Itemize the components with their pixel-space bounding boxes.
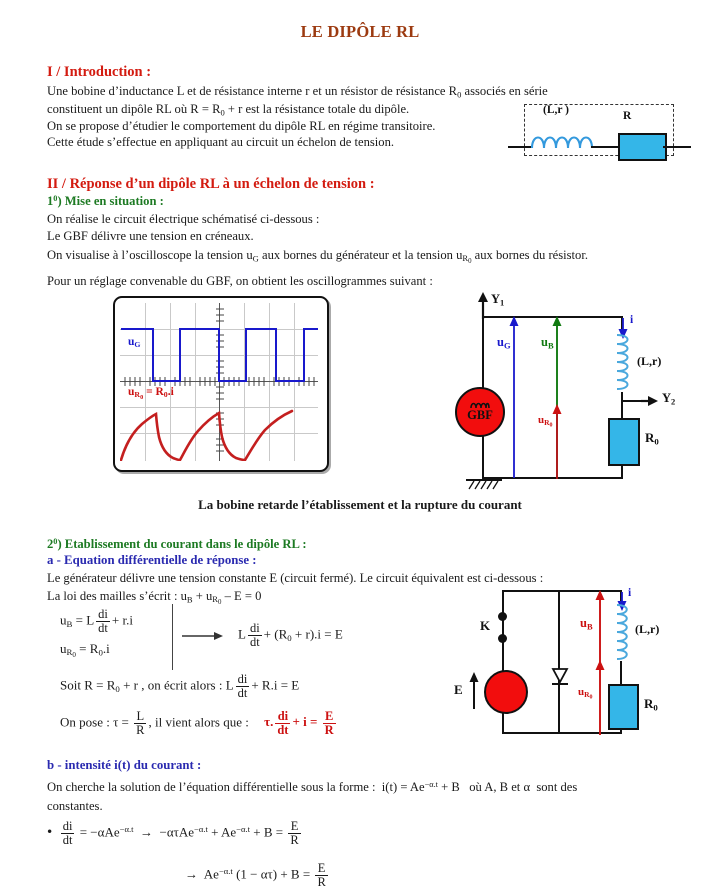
arrow-ur0 bbox=[551, 404, 563, 480]
equation-derivative: • $\frac{di}{dt}$ = $-\alpha Ae^{-\alpha.t} \to -\alpha\tau Ae^{-\alpha.t} + Ae^{-\alpha.t} + B$ = $\frac{E}{R}$ bbox=[47, 819, 299, 847]
oscilloscope-grid-area bbox=[120, 303, 318, 461]
label2-r0: $R_0$ bbox=[644, 696, 658, 713]
switch-node-bottom bbox=[498, 634, 507, 643]
dipole-coil-icon bbox=[531, 132, 593, 149]
label-ub: $u_B$ bbox=[541, 335, 554, 351]
label-coil: (L,r) bbox=[637, 354, 662, 368]
intro-line-1: Une bobine d’inductance L et de résistance interne r et un résistor de résistance $R_0$ associés en série bbox=[47, 84, 548, 100]
y2-arrow-icon bbox=[641, 394, 659, 408]
part-a-heading: a - Equation différentielle de réponse : bbox=[47, 553, 257, 568]
part-b-line-2: constantes. bbox=[47, 799, 103, 814]
arrow-e bbox=[468, 672, 480, 710]
label-ur0: $u_{R_0}$ bbox=[538, 414, 553, 429]
part-b-line-1: On cherche la solution de l’équation différentielle sous la forme : $i(t) = Ae^{-\alpha.t} + B$ où A, B et α sont des bbox=[47, 779, 578, 794]
gbf-label: GBF bbox=[467, 408, 493, 422]
equation-soit: Soit $R = R_0 + r$ , on écrit alors : L $\frac{di}{dt}$ + R.i = E bbox=[60, 672, 300, 700]
equation-group-mailles bbox=[60, 608, 440, 670]
trace-ur0-exponential bbox=[120, 303, 318, 461]
wire2-right-mid bbox=[620, 661, 622, 686]
dipole-coil-label: (L,r ) bbox=[543, 104, 569, 116]
mise-line-1: On réalise le circuit électrique schématisé ci-dessous : bbox=[47, 212, 320, 227]
label-r0: $R_0$ bbox=[645, 430, 659, 447]
gbf-generator bbox=[455, 387, 505, 437]
dipole-resistor-box bbox=[618, 133, 667, 161]
circuit-diagram-gbf bbox=[455, 292, 705, 492]
coil2-icon bbox=[613, 604, 632, 662]
section-2-heading: II / Réponse d’un dipôle RL à un échelon de tension : bbox=[47, 176, 375, 192]
label-switch-k: K bbox=[480, 618, 491, 633]
label2-ub: $u_B$ bbox=[580, 616, 593, 632]
equation-combined: L $\frac{di}{dt}$ + $(R_0 + r).i = E$ bbox=[238, 621, 343, 649]
trace-label-ur0: $u_{R_0} = R_0.i$ bbox=[128, 386, 174, 401]
wire2-mid bbox=[558, 590, 560, 734]
arrow-ub bbox=[551, 316, 563, 414]
intro-line-2: constituent un dipôle RL où $R = R_0 + r$ est la résistance totale du dipôle. bbox=[47, 101, 410, 117]
sub-2-heading: $2^0$) Etablissement du courant dans le dipôle RL : bbox=[47, 537, 307, 552]
label2-coil: (L,r) bbox=[635, 622, 660, 636]
trace-label-ug: $u_G$ bbox=[128, 336, 141, 350]
dipole-wire-mid bbox=[591, 146, 618, 148]
source-e-circle bbox=[484, 670, 528, 714]
mise-line-4: Pour un réglage convenable du GBF, on obtient les oscillogrammes suivant : bbox=[47, 274, 433, 289]
section-reponse bbox=[47, 176, 697, 289]
dipole-wire-left bbox=[508, 146, 532, 148]
coil-icon bbox=[613, 334, 633, 394]
label-y1: $Y_1$ bbox=[491, 292, 505, 308]
label2-current-i: i bbox=[628, 587, 632, 599]
page-title: LE DIPÔLE RL bbox=[300, 22, 420, 41]
equation-divider bbox=[172, 604, 173, 670]
bullet-icon: • bbox=[47, 824, 53, 841]
circuit-diagram-equivalent bbox=[454, 586, 708, 761]
part-a-line-1: Le générateur délivre une tension constante E (circuit fermé). Le circuit équivalent est ci-dessous : bbox=[47, 571, 544, 586]
part-a-line-2: La loi des mailles s’écrit : $u_B + u_{R_0} - E = 0$ bbox=[47, 588, 262, 606]
oscilloscope-caption: La bobine retarde l’établissement et la rupture du courant bbox=[198, 497, 522, 512]
oscilloscope-screen bbox=[113, 296, 329, 472]
wire-y2 bbox=[623, 400, 643, 402]
label-current-i: i bbox=[630, 314, 634, 326]
equation-pose: On pose : τ = $\frac{L}{R}$ , il vient alors que : τ. $\frac{di}{dt}$ + i = $\frac{E}{R}$ bbox=[60, 710, 338, 737]
sub-1-heading: $1^0$) Mise en situation : bbox=[47, 194, 164, 209]
part-b-heading: b - intensité i(t) du courant : bbox=[47, 758, 202, 772]
equation-ub: $u_B = L$ $\frac{di}{dt}$ + r.i bbox=[60, 607, 133, 635]
equation-ur0: $u_{R_0} = R_0.i$ bbox=[60, 641, 110, 660]
implies-arrow-icon bbox=[182, 630, 224, 642]
label-y2: $Y_2$ bbox=[662, 391, 676, 407]
label-source-e: E bbox=[454, 682, 463, 697]
mise-line-2: Le GBF délivre une tension en créneaux. bbox=[47, 228, 254, 243]
dipole-wire-right bbox=[663, 146, 691, 148]
label-ug: $u_G$ bbox=[497, 335, 511, 351]
arrow2-ub bbox=[594, 590, 606, 668]
mise-line-3: On visualise à l’oscilloscope la tension $u_G$ aux bornes du générateur et la tension $u_{R_0}$ aux bornes du résistor. bbox=[47, 247, 588, 266]
arrow2-ur0 bbox=[594, 660, 606, 736]
intro-line-3: On se propose d’étudier le comportement du dipôle RL en régime transitoire. bbox=[47, 119, 436, 134]
wire-right-mid bbox=[621, 392, 623, 418]
dipole-figure bbox=[524, 104, 674, 156]
switch-node-top bbox=[498, 612, 507, 621]
intro-line-4: Cette étude s’effectue en appliquant au circuit un échelon de tension. bbox=[47, 135, 395, 150]
equation-factored: → $Ae^{-\alpha.t}$ (1 − ατ) + B = $\frac{E}{R}$ bbox=[185, 861, 326, 889]
section-1-heading: I / Introduction : bbox=[47, 64, 152, 80]
label2-ur0: $u_{R_0}$ bbox=[578, 686, 593, 701]
dipole-resistor-label: R bbox=[623, 110, 632, 122]
ground-icon bbox=[466, 481, 502, 491]
diode-icon bbox=[549, 666, 571, 688]
equation-final-tau: τ. $\frac{di}{dt}$ + i = $\frac{E}{R}$ bbox=[264, 709, 334, 737]
resistor-r0-box bbox=[608, 418, 640, 466]
section-intensite bbox=[47, 758, 697, 815]
resistor2-r0-box bbox=[608, 684, 639, 730]
